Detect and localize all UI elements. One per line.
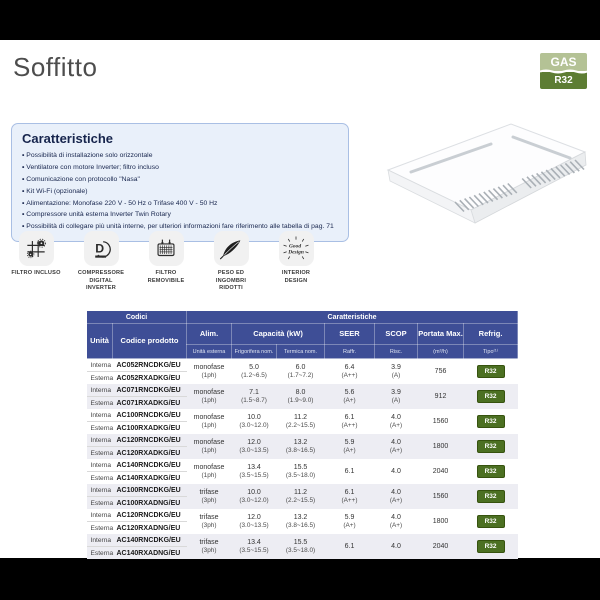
cooling-nominal: 7.1 — [249, 388, 259, 396]
refrig-cell — [464, 409, 518, 434]
feature-item: • Possibilità di collegare più unità interne, per ulteriori informazioni fare riferimento alle tabella di pag. 71 — [22, 221, 338, 233]
heating-nominal: 11.2 — [293, 413, 308, 421]
scop-class: (A+) — [389, 447, 403, 455]
icon-box — [279, 231, 314, 266]
r32-chip: R32 — [477, 365, 505, 378]
icon-label: FILTRO INCLUSO — [11, 270, 61, 276]
table-row — [87, 534, 518, 559]
filter-grid-icon — [23, 236, 49, 262]
feature-icon-peso-ridotto — [206, 231, 256, 293]
alim-phase: (1ph) — [201, 472, 217, 480]
icon-box — [149, 231, 184, 266]
heating-nominal: 15.5 — [293, 538, 308, 546]
alim-phase: (1ph) — [201, 422, 217, 430]
table-row — [87, 484, 518, 509]
seer-value: 6.4 — [344, 363, 355, 371]
table-row — [87, 509, 518, 534]
col-seer-sub: Raffr. — [325, 345, 375, 359]
code-esterna: AC120RXADNG/EU — [116, 524, 181, 532]
heating-range: (3.5~18.0) — [285, 472, 316, 480]
alim-value: monofase — [193, 438, 225, 446]
unit-cell — [87, 384, 113, 409]
feature-item: • Comunicazione con protocollo "Nasa" — [22, 174, 338, 186]
code-cell — [113, 534, 187, 559]
unit-interna-label: Interna — [87, 409, 113, 422]
seer-class: (A++) — [341, 497, 358, 505]
scop-value: 4.0 — [391, 438, 401, 446]
heating-capacity-cell — [277, 359, 325, 385]
code-cell — [113, 484, 187, 509]
icon-box — [214, 231, 249, 266]
good-design-icon — [282, 235, 310, 263]
unit-interna-label: Interna — [87, 534, 113, 547]
feature-icon-filtro-removibile — [141, 231, 191, 293]
cooling-capacity-cell — [232, 409, 277, 434]
unit-esterna-label: Esterna — [90, 424, 114, 432]
code-interna: AC100RNCDKG/EU — [113, 409, 187, 422]
heating-capacity-cell — [277, 434, 325, 459]
unit-esterna-label: Esterna — [90, 374, 114, 382]
heating-nominal: 6.0 — [295, 363, 306, 371]
code-cell — [113, 409, 187, 434]
spec-table-body — [87, 359, 518, 560]
feature-item: • Kit Wi-Fi (opzionale) — [22, 186, 338, 198]
unit-cell — [87, 409, 113, 434]
table-row — [87, 384, 518, 409]
seer-cell — [325, 409, 375, 434]
gas-refrigerant-badge — [540, 53, 587, 89]
portata-value: 1560 — [432, 492, 449, 500]
code-cell — [113, 384, 187, 409]
feature-list — [22, 150, 338, 233]
seer-value: 5.9 — [344, 438, 355, 446]
alim-phase: (3ph) — [201, 522, 217, 530]
icon-box — [19, 231, 54, 266]
col-portata-sub: (m³/h) — [418, 345, 464, 359]
scop-cell — [375, 384, 418, 409]
code-interna: AC052RNCDKG/EU — [113, 359, 187, 372]
cooling-range: (1.5~8.7) — [241, 397, 267, 405]
heating-capacity-cell — [277, 409, 325, 434]
feather-icon — [218, 236, 244, 262]
seer-value: 5.6 — [344, 388, 355, 396]
r32-chip: R32 — [477, 415, 505, 428]
refrig-cell — [464, 434, 518, 459]
alim-value: trifase — [199, 513, 219, 521]
cooling-range: (3.0~13.5) — [239, 447, 269, 455]
heating-range: (2.2~15.5) — [285, 422, 316, 430]
seer-cell — [325, 459, 375, 484]
unit-esterna-label: Esterna — [90, 399, 114, 407]
code-cell — [113, 359, 187, 385]
unit-esterna-label: Esterna — [90, 474, 114, 482]
code-esterna: AC140RXADKG/EU — [116, 474, 181, 482]
code-interna: AC071RNCDKG/EU — [113, 384, 187, 397]
seer-cell — [325, 434, 375, 459]
portata-cell — [418, 509, 464, 534]
gas-label: GAS — [540, 53, 587, 71]
cooling-capacity-cell — [232, 509, 277, 534]
feature-item: • Possibilità di installazione solo orizzontale — [22, 150, 338, 162]
scop-value: 4.0 — [391, 542, 401, 550]
code-cell — [113, 509, 187, 534]
scop-cell — [375, 359, 418, 385]
scop-class: (A) — [391, 372, 401, 380]
col-capacita: Capacità (kW) — [232, 324, 325, 345]
unit-cell — [87, 509, 113, 534]
scop-cell — [375, 509, 418, 534]
icon-label: COMPRESSORE DIGITAL INVERTER — [77, 270, 125, 292]
seer-class: (A+) — [343, 522, 356, 530]
heating-range: (3.8~16.5) — [285, 447, 316, 455]
alim-value: trifase — [199, 538, 219, 546]
unit-interna-label: Interna — [87, 459, 113, 472]
code-esterna: AC140RXADNG/EU — [116, 549, 181, 557]
scop-value: 4.0 — [391, 488, 401, 496]
feature-item: • Ventilatore con motore Inverter; filtro incluso — [22, 162, 338, 174]
heating-range: (3.5~18.0) — [285, 547, 316, 555]
alim-cell — [187, 409, 232, 434]
seer-value: 6.1 — [344, 413, 355, 421]
col-refrig: Refrig. — [464, 324, 518, 345]
portata-value: 1800 — [432, 442, 449, 450]
removable-filter-icon — [153, 236, 179, 262]
scop-cell — [375, 409, 418, 434]
scop-value: 4.0 — [391, 413, 401, 421]
icon-label: FILTRO REMOVIBILE — [147, 270, 185, 284]
portata-value: 2040 — [432, 542, 449, 550]
alim-phase: (3ph) — [201, 547, 217, 555]
alim-value: monofase — [193, 388, 225, 396]
cooling-nominal: 12.0 — [247, 513, 261, 521]
cooling-range: (3.0~13.5) — [239, 522, 269, 530]
col-portata: Portata Max. — [418, 324, 464, 345]
heating-capacity-cell — [277, 509, 325, 534]
scop-value: 4.0 — [391, 513, 401, 521]
cooling-capacity-cell — [232, 484, 277, 509]
seer-cell — [325, 359, 375, 385]
alim-cell — [187, 459, 232, 484]
spec-table — [86, 310, 518, 559]
scop-value: 3.9 — [391, 388, 401, 396]
heating-range: (3.8~16.5) — [285, 522, 316, 530]
unit-cell — [87, 359, 113, 385]
portata-value: 756 — [434, 367, 447, 375]
heating-nominal: 13.2 — [293, 438, 308, 446]
cooling-nominal: 13.4 — [247, 538, 261, 546]
catalog-page — [0, 40, 600, 558]
svg-text:Design: Design — [288, 249, 304, 256]
scop-class: (A+) — [389, 422, 403, 430]
col-refrig-sub: Tipo⁽¹⁾ — [464, 345, 518, 359]
code-esterna: AC120RXADKG/EU — [116, 449, 181, 457]
digital-inverter-icon — [88, 236, 114, 262]
code-interna: AC120RNCDKG/EU — [113, 509, 187, 522]
scop-cell — [375, 459, 418, 484]
wave-divider-icon — [540, 69, 587, 74]
refrig-cell — [464, 509, 518, 534]
scop-class: (A+) — [389, 497, 403, 505]
cooling-range: (1.2~6.5) — [241, 372, 267, 380]
col-alim-sub: Unità esterna — [187, 345, 232, 359]
code-esterna: AC071RXADKG/EU — [116, 399, 181, 407]
code-cell — [113, 434, 187, 459]
unit-interna-label: Interna — [87, 384, 113, 397]
code-cell — [113, 459, 187, 484]
unit-interna-label: Interna — [87, 509, 113, 522]
portata-value: 2040 — [432, 467, 449, 475]
seer-cell — [325, 484, 375, 509]
heating-capacity-cell — [277, 384, 325, 409]
portata-value: 912 — [434, 392, 447, 400]
cooling-capacity-cell — [232, 434, 277, 459]
portata-value: 1560 — [432, 417, 449, 425]
cooling-range: (3.0~12.0) — [239, 422, 269, 430]
portata-cell — [418, 359, 464, 385]
refrig-cell — [464, 384, 518, 409]
seer-value: 6.1 — [344, 542, 355, 550]
col-unita: Unità — [87, 324, 113, 359]
scop-class: (A) — [391, 397, 401, 405]
feature-icon-row — [11, 231, 321, 293]
feature-icon-digital-inverter — [76, 231, 126, 293]
alim-cell — [187, 359, 232, 385]
scop-cell — [375, 484, 418, 509]
svg-text:D: D — [95, 241, 105, 256]
portata-cell — [418, 534, 464, 559]
alim-phase: (1ph) — [201, 447, 217, 455]
heating-range: (2.2~15.5) — [285, 497, 316, 505]
unit-esterna-label: Esterna — [90, 449, 114, 457]
table-row — [87, 459, 518, 484]
cooling-capacity-cell — [232, 534, 277, 559]
col-codice: Codice prodotto — [113, 324, 187, 359]
scop-class: (A+) — [389, 522, 403, 530]
alim-phase: (1ph) — [201, 372, 217, 380]
scop-cell — [375, 534, 418, 559]
unit-cell — [87, 484, 113, 509]
ceiling-unit-image — [363, 108, 598, 240]
cooling-capacity-cell — [232, 384, 277, 409]
portata-cell — [418, 409, 464, 434]
cooling-nominal: 10.0 — [247, 488, 261, 496]
portata-cell — [418, 434, 464, 459]
table-row — [87, 409, 518, 434]
r32-chip: R32 — [477, 465, 505, 478]
code-interna: AC140RNCDKG/EU — [113, 534, 187, 547]
heating-nominal: 8.0 — [295, 388, 306, 396]
header-caratteristiche: Caratteristiche — [187, 311, 518, 324]
r32-chip: R32 — [477, 440, 505, 453]
alim-value: monofase — [193, 463, 225, 471]
col-alim: Alim. — [187, 324, 232, 345]
alim-cell — [187, 384, 232, 409]
unit-esterna-label: Esterna — [90, 549, 114, 557]
seer-class: (A+) — [343, 447, 356, 455]
alim-phase: (1ph) — [201, 397, 217, 405]
cooling-range: (3.5~15.5) — [239, 472, 269, 480]
icon-label: PESO ED INGOMBRI RIDOTTI — [215, 270, 247, 292]
feature-item: • Alimentazione: Monofase 220 V - 50 Hz o Trifase 400 V - 50 Hz — [22, 198, 338, 210]
svg-text:Good: Good — [289, 242, 302, 249]
heating-nominal: 13.2 — [293, 513, 308, 521]
scop-cell — [375, 434, 418, 459]
alim-phase: (3ph) — [201, 497, 217, 505]
feature-icon-interior-design — [271, 231, 321, 293]
portata-cell — [418, 384, 464, 409]
code-esterna: AC052RXADKG/EU — [116, 374, 181, 382]
col-seer: SEER — [325, 324, 375, 345]
cooling-nominal: 12.0 — [247, 438, 261, 446]
unit-cell — [87, 434, 113, 459]
unit-interna-label: Interna — [87, 359, 113, 372]
alim-cell — [187, 534, 232, 559]
heating-nominal: 15.5 — [293, 463, 308, 471]
code-interna: AC120RNCDKG/EU — [113, 434, 187, 447]
refrig-cell — [464, 484, 518, 509]
code-esterna: AC100RXADKG/EU — [116, 424, 181, 432]
cooling-nominal: 13.4 — [247, 463, 261, 471]
unit-interna-label: Interna — [87, 434, 113, 447]
table-row — [87, 434, 518, 459]
unit-interna-label: Interna — [87, 484, 113, 497]
r32-chip: R32 — [477, 390, 505, 403]
heating-capacity-cell — [277, 534, 325, 559]
alim-cell — [187, 509, 232, 534]
cooling-range: (3.0~12.0) — [239, 497, 269, 505]
seer-value: 6.1 — [344, 488, 355, 496]
seer-class: (A++) — [341, 372, 358, 380]
unit-cell — [87, 534, 113, 559]
cooling-capacity-cell — [232, 459, 277, 484]
code-interna: AC100RNCDKG/EU — [113, 484, 187, 497]
alim-cell — [187, 484, 232, 509]
seer-cell — [325, 384, 375, 409]
col-scop-sub: Risc. — [375, 345, 418, 359]
scop-value: 4.0 — [391, 467, 401, 475]
col-termica: Termica nom. — [277, 345, 325, 359]
icon-label: INTERIOR DESIGN — [281, 270, 311, 284]
heating-nominal: 11.2 — [293, 488, 308, 496]
features-box — [11, 123, 349, 242]
r32-chip: R32 — [477, 490, 505, 503]
alim-cell — [187, 434, 232, 459]
icon-box — [84, 231, 119, 266]
alim-value: monofase — [193, 413, 225, 421]
refrig-cell — [464, 534, 518, 559]
seer-cell — [325, 509, 375, 534]
feature-icon-filtro-incluso — [11, 231, 61, 293]
seer-cell — [325, 534, 375, 559]
alim-value: monofase — [193, 363, 225, 371]
feature-item: • Compressore unità esterna Inverter Twin Rotary — [22, 209, 338, 221]
unit-esterna-label: Esterna — [90, 499, 114, 507]
col-scop: SCOP — [375, 324, 418, 345]
r32-label: R32 — [540, 72, 587, 89]
unit-esterna-label: Esterna — [90, 524, 114, 532]
code-interna: AC140RNCDKG/EU — [113, 459, 187, 472]
r32-chip: R32 — [477, 540, 505, 553]
table-row — [87, 359, 518, 385]
cooling-range: (3.5~15.5) — [239, 547, 269, 555]
header-codici: Codici — [87, 311, 187, 324]
scop-value: 3.9 — [391, 363, 401, 371]
cooling-capacity-cell — [232, 359, 277, 385]
features-title: Caratteristiche — [22, 131, 114, 146]
portata-value: 1800 — [432, 517, 449, 525]
seer-class: (A+) — [343, 397, 356, 405]
refrig-cell — [464, 359, 518, 385]
code-esterna: AC100RXADNG/EU — [116, 499, 181, 507]
alim-value: trifase — [199, 488, 219, 496]
seer-value: 6.1 — [344, 467, 355, 475]
r32-chip: R32 — [477, 515, 505, 528]
portata-cell — [418, 459, 464, 484]
heating-range: (1.9~9.0) — [287, 397, 314, 405]
heating-capacity-cell — [277, 459, 325, 484]
unit-cell — [87, 459, 113, 484]
portata-cell — [418, 484, 464, 509]
cooling-nominal: 10.0 — [247, 413, 261, 421]
col-frigorifera: Frigorifera nom. — [232, 345, 277, 359]
heating-range: (1.7~7.2) — [287, 372, 314, 380]
seer-value: 5.9 — [344, 513, 355, 521]
page-title: Soffitto — [13, 52, 98, 82]
cooling-nominal: 5.0 — [249, 363, 259, 371]
seer-class: (A++) — [341, 422, 358, 430]
heating-capacity-cell — [277, 484, 325, 509]
refrig-cell — [464, 459, 518, 484]
